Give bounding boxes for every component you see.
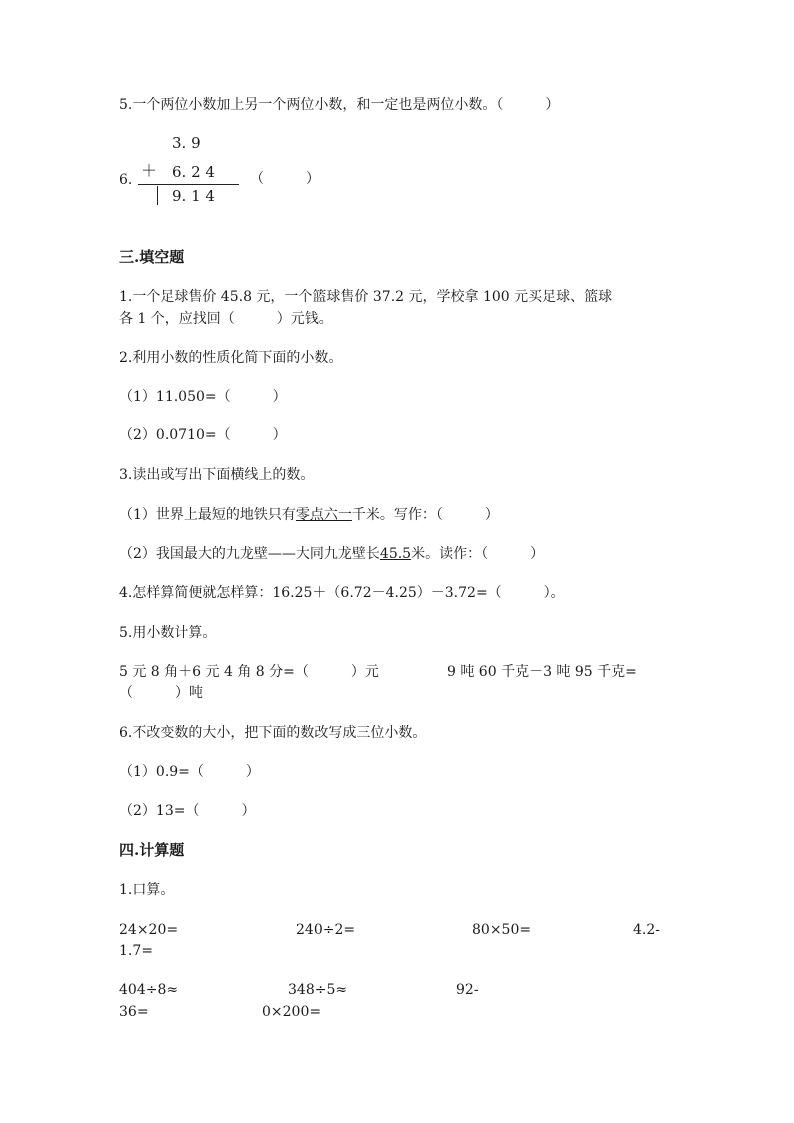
s3-q6-title: 6.不改变数的大小，把下面的数改写成三位小数。: [119, 725, 427, 741]
s3-q5-left: 5 元 8 角＋6 元 4 角 8 分=（ ）元: [119, 664, 379, 680]
plus-sign: ＋: [141, 161, 158, 180]
s3-q3-a: [119, 506, 499, 524]
s3-q3-b-suffix: 米。读作：（ ）: [411, 546, 545, 562]
mental-calc-item: 404÷8≈: [119, 982, 179, 998]
s3-q3-b-underlined: 45.5: [379, 546, 412, 562]
s3-q4: 4.怎样算简便就怎样算：16.25＋（6.72－4.25）－3.72=（ ）。: [119, 585, 565, 601]
s3-q3-b-prefix: （2）我国最大的九龙壁——大同九龙壁长: [119, 546, 380, 562]
question-6-blank: （ ）: [250, 171, 320, 187]
sum-result: 9. 1 4: [172, 187, 215, 205]
s3-q5-title: 5.用小数计算。: [119, 625, 217, 641]
s3-q3-a-underlined: 零点六一: [295, 507, 352, 523]
s3-q1-line2: 各 1 个，应找回（ ）元钱。: [119, 311, 333, 327]
sum-line: [138, 184, 239, 185]
s3-q3-title: 3.读出或写出下面横线上的数。: [119, 467, 315, 483]
s3-q2-b: （2）0.0710=（ ）: [119, 427, 287, 443]
s3-q6-a: （1）0.9=（ ）: [119, 764, 260, 780]
s3-q3-a-suffix: 千米。写作：（ ）: [351, 507, 499, 523]
s4-q1-title: 1.口算。: [119, 882, 175, 898]
mental-calc-item: 0×200=: [262, 1004, 322, 1020]
mental-calc-item: 92-: [456, 982, 479, 998]
section-4-title: 四.计算题: [119, 841, 185, 859]
mental-calc-item: 348÷5≈: [288, 982, 348, 998]
s3-q2-title: 2.利用小数的性质化简下面的小数。: [119, 350, 343, 366]
mental-calc-item: 240÷2=: [296, 922, 356, 938]
mental-calc-item-cont: 36=: [119, 1004, 149, 1020]
s3-q3-a-prefix: （1）世界上最短的地铁只有: [119, 507, 296, 523]
s3-q2-a: （1）11.050=（ ）: [119, 389, 287, 405]
addend-bottom: 6. 2 4: [172, 163, 215, 181]
s3-q1-line1: 1.一个足球售价 45.8 元，一个篮球售价 37.2 元，学校拿 100 元买足球、篮球: [119, 289, 613, 305]
section-3-title: 三.填空题: [119, 248, 185, 266]
question-5: 5.一个两位小数加上另一个两位小数，和一定也是两位小数。（ ）: [119, 97, 560, 113]
s3-q5-right: 9 吨 60 千克－3 吨 95 千克=: [447, 664, 637, 680]
mental-calc-item: 24×20=: [119, 922, 179, 938]
s3-q5-right-cont: （ ）吨: [119, 685, 203, 701]
sum-divider: [157, 186, 158, 205]
addend-top: 3. 9: [172, 134, 201, 152]
mental-calc-item: 80×50=: [472, 922, 532, 938]
mental-calc-item: 4.2-: [633, 922, 660, 938]
mental-calc-item-cont: 1.7=: [119, 943, 153, 959]
s3-q6-b: （2）13=（ ）: [119, 803, 256, 819]
question-6-number: 6.: [119, 172, 133, 188]
s3-q3-b: [119, 545, 544, 563]
